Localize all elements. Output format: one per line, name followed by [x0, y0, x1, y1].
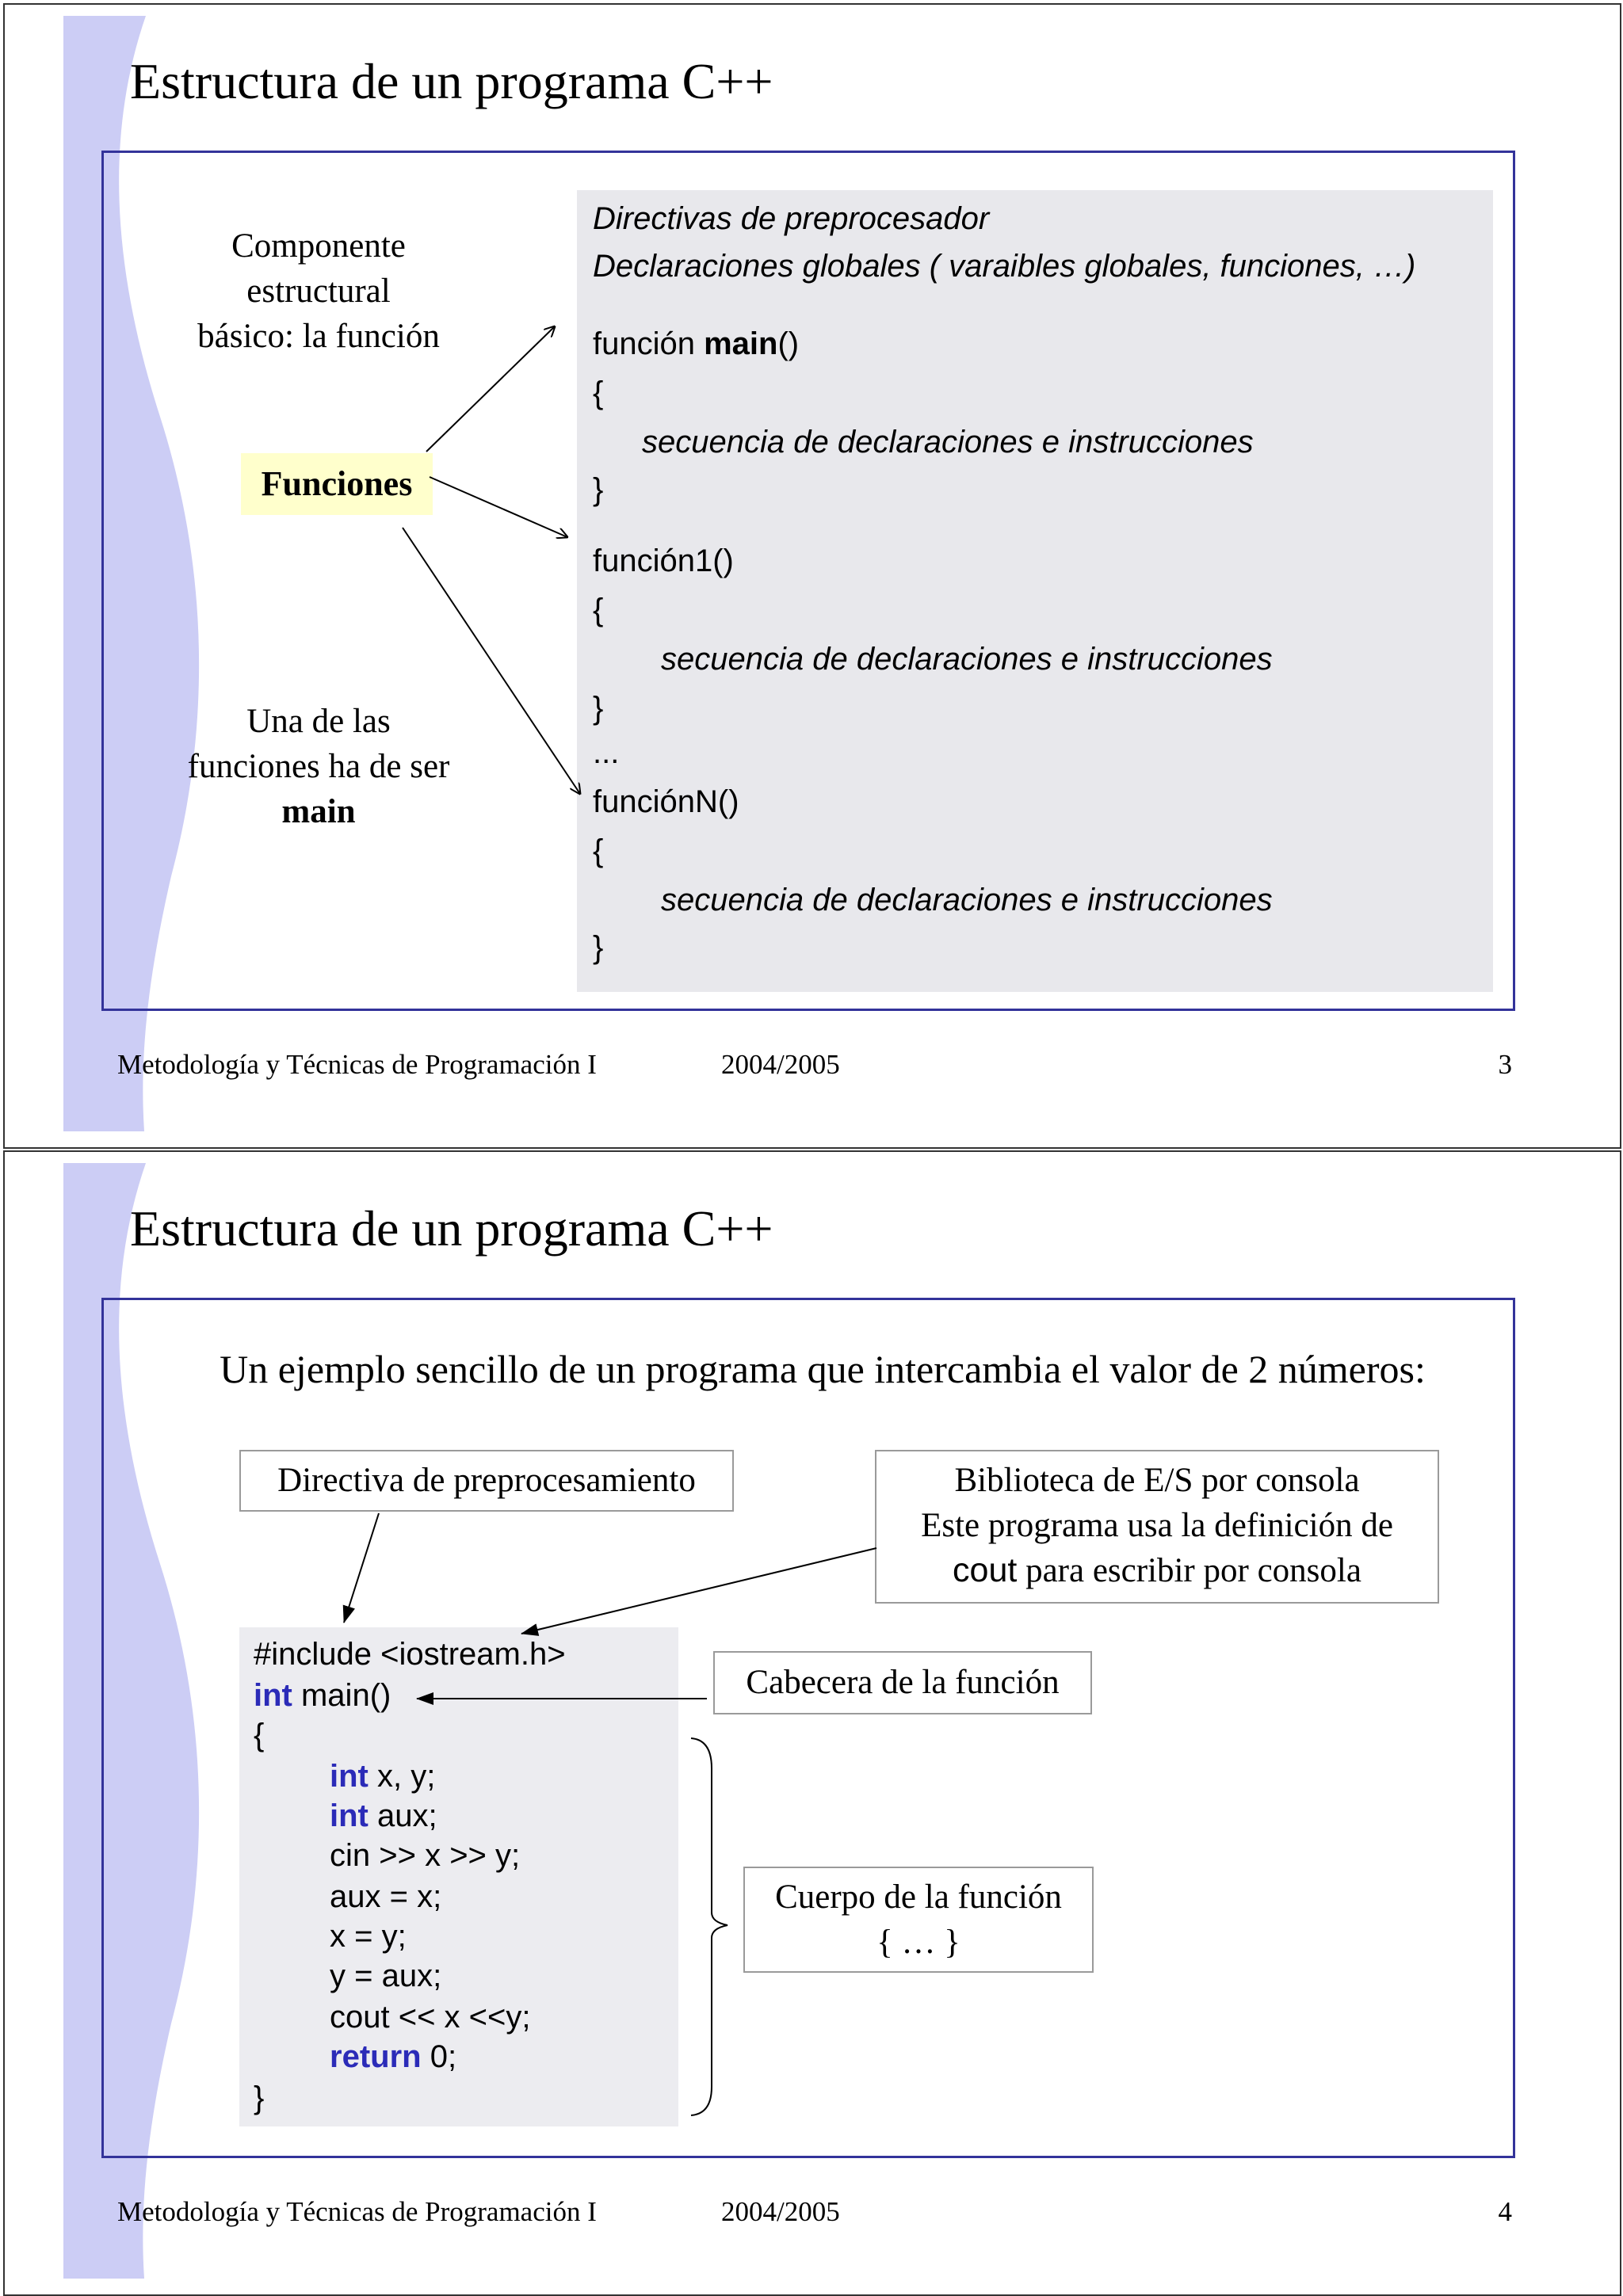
footer-page-number: 4 — [1498, 2196, 1512, 2227]
code-y-eq-aux: y = aux; — [330, 1958, 442, 1993]
code-body-funcionN: secuencia de declaraciones e instrucciones — [661, 883, 1273, 917]
cuerpo-line: Cuerpo de la función — [775, 1878, 1062, 1916]
code-close-brace: } — [593, 472, 604, 507]
code-open-brace: { — [254, 1718, 265, 1753]
arrow-directiva — [344, 1513, 379, 1623]
cout-word: cout — [953, 1551, 1018, 1589]
biblioteca-line: Este programa usa la definición de — [921, 1507, 1393, 1544]
code-x-eq-y: x = y; — [330, 1919, 407, 1954]
footer-year: 2004/2005 — [721, 1049, 840, 1080]
main-suffix: () — [777, 326, 800, 361]
biblioteca-line: Biblioteca de E/S por consola — [954, 1462, 1360, 1499]
code-open-brace: { — [593, 593, 604, 627]
main-note-line: Una de las — [246, 703, 391, 740]
slide-title: Estructura de un programa C++ — [130, 1200, 773, 1257]
label-cabecera: Cabecera de la función — [713, 1651, 1092, 1714]
arrows-layer — [5, 5, 1620, 1147]
code-close-brace: } — [593, 691, 604, 726]
main-note-bold: main — [281, 793, 356, 830]
int-keyword: int — [330, 1798, 369, 1833]
return-value: 0; — [421, 2039, 457, 2074]
code-open-brace: { — [593, 833, 604, 868]
componente-line: Componente — [231, 227, 406, 265]
main-keyword: main — [704, 326, 778, 361]
arrow-to-main — [426, 326, 555, 452]
arrow-to-funcionN — [403, 528, 580, 794]
code-ellipsis: ... — [593, 735, 620, 770]
footer-year: 2004/2005 — [721, 2196, 840, 2227]
code-close-brace: } — [593, 930, 604, 965]
code-close-brace: } — [254, 2081, 265, 2115]
body-brace — [691, 1738, 727, 2115]
code-line-directivas: Directivas de preprocesador — [593, 201, 990, 236]
code-body-funcion1: secuencia de declaraciones e instrucciones — [661, 642, 1273, 677]
footer-course: Metodología y Técnicas de Programación I — [117, 2196, 597, 2227]
return-keyword: return — [330, 2039, 422, 2074]
componente-line: básico: la función — [197, 318, 440, 355]
code-line-funcion1: función1() — [593, 543, 734, 578]
code-line-funcionN: funciónN() — [593, 784, 739, 819]
decl-aux: aux; — [368, 1798, 437, 1833]
int-keyword: int — [254, 1678, 292, 1713]
main-note-line: funciones ha de ser — [187, 748, 450, 785]
funciones-highlight: Funciones — [241, 453, 433, 515]
code-body-main: secuencia de declaraciones e instrucciones — [642, 425, 1254, 460]
decl-xy: x, y; — [368, 1759, 436, 1794]
slide-4 — [3, 1150, 1621, 2296]
footer-page-number: 3 — [1498, 1049, 1512, 1080]
arrows-layer — [5, 1152, 1620, 2294]
code-line-declaraciones: Declaraciones globales ( varaibles globales, funciones, …) — [593, 249, 1416, 284]
int-keyword: int — [330, 1759, 369, 1794]
slide-3 — [3, 3, 1621, 1149]
main-signature: main() — [292, 1678, 391, 1713]
label-directiva: Directiva de preprocesamiento — [239, 1450, 734, 1512]
code-aux-eq-x: aux = x; — [330, 1879, 442, 1914]
code-cin: cin >> x >> y; — [330, 1838, 521, 1873]
main-prefix: función — [593, 326, 705, 361]
componente-line: estructural — [246, 273, 391, 310]
biblioteca-rest: para escribir por consola — [1017, 1552, 1361, 1589]
intro-text: Un ejemplo sencillo de un programa que intercambia el valor de 2 números: — [220, 1347, 1426, 1391]
code-include: #include <iostream.h> — [254, 1637, 566, 1672]
code-cout: cout << x <<y; — [330, 2000, 531, 2035]
code-open-brace: { — [593, 376, 604, 410]
arrow-biblioteca — [521, 1548, 876, 1634]
cuerpo-braces: { … } — [876, 1924, 960, 1961]
slide-title: Estructura de un programa C++ — [130, 53, 773, 109]
arrow-to-funcion1 — [430, 477, 567, 537]
footer-course: Metodología y Técnicas de Programación I — [117, 1049, 597, 1080]
